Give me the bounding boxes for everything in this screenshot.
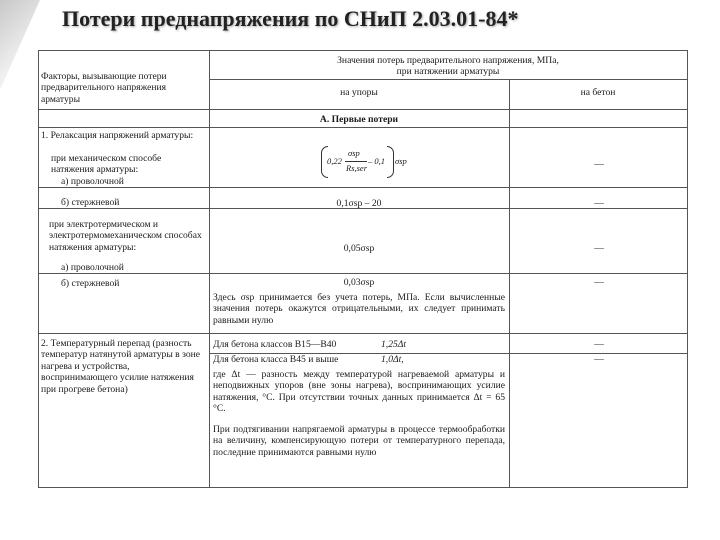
row1-a2-concrete-dash: — bbox=[594, 243, 604, 254]
slide-corner-decoration bbox=[0, 0, 40, 90]
row1-b2-concrete-dash: — bbox=[594, 277, 604, 288]
row1-b-concrete-dash: — bbox=[594, 198, 604, 209]
row1-a-wire2: а) проволочной bbox=[61, 262, 124, 273]
section-a-title: А. Первые потери bbox=[319, 114, 399, 125]
formula-minus: – 0,1 bbox=[368, 156, 385, 166]
row2-adjustment-note: При подтягивании напрягаемой арматуры в процессе термообработки на величину, компенсирующую потери от температурного перепада, последние принимаются равными нулю bbox=[213, 424, 505, 458]
row1-a-concrete-dash: — bbox=[594, 159, 604, 170]
header-on-stops: на упоры bbox=[340, 87, 378, 98]
row2-title: 2. Температурный перепад (разность температур натянутой арматуры в зоне нагрева и устройства, воспринимающего усилие натяжения при прогреве бетона) bbox=[41, 338, 201, 395]
header-on-concrete: на бетон bbox=[580, 87, 616, 98]
row2-description: где Δt — разность между температурой нагреваемой арматуры и неподвижных упоров (вне зоны нагрева), воспринимающих усилие натяжения, °С. При отсутствии точных данных принимается Δt = 65 °С. bbox=[213, 369, 505, 415]
fraction-bar bbox=[345, 161, 367, 162]
row-divider bbox=[39, 333, 687, 334]
header-factors: Факторы, вызывающие потери предварительного напряжения арматуры bbox=[41, 71, 167, 105]
row1-a-wire: а) проволочной bbox=[61, 176, 124, 187]
right-paren bbox=[387, 146, 394, 178]
row1-b-rod-value: 0,1σsp – 20 bbox=[336, 198, 382, 209]
slide-title: Потери преднапряжения по СНиП 2.03.01-84* bbox=[62, 6, 519, 31]
losses-table bbox=[38, 50, 688, 488]
row2-b15-value: 1,25Δt bbox=[381, 339, 407, 350]
formula-coef: 0,22 bbox=[327, 156, 342, 166]
row1-a-wire2-value: 0,05σsp bbox=[343, 243, 375, 254]
formula-numerator: σsp bbox=[348, 148, 360, 158]
row2-b15-label: Для бетона классов В15—В40 bbox=[213, 339, 337, 350]
row1-note: Здесь σsp принимается без учета потерь, МПа. Если вычисленные значения потерь окажутся отрицательными, их следует принимать равными нулю bbox=[213, 292, 505, 326]
header-divider bbox=[39, 109, 687, 110]
row1-b-rod2-value: 0,03σsp bbox=[343, 277, 375, 288]
section-divider bbox=[39, 127, 687, 128]
header-values-line2: при натяжении арматуры bbox=[396, 66, 500, 77]
row1-b-rod: б) стержневой bbox=[61, 197, 120, 208]
column-divider bbox=[509, 79, 510, 487]
row1-title: 1. Релаксация напряжений арматуры: bbox=[41, 130, 194, 141]
row2-b45-label: Для бетона класса В45 и выше bbox=[213, 354, 339, 365]
relaxation-formula bbox=[321, 146, 407, 176]
row2-b15-concrete-dash: — bbox=[594, 339, 604, 350]
row1-b-rod2: б) стержневой bbox=[61, 278, 120, 289]
row2-b45-value: 1,0Δt, bbox=[381, 354, 404, 365]
row1-mech: при механическом способе натяжения арматуры: bbox=[51, 153, 162, 176]
row1-electro: при электротермическом и электротермомеханическом способах натяжения арматуры: bbox=[49, 219, 202, 253]
formula-denominator: Rs,ser bbox=[346, 163, 368, 173]
header-values-line1: Значения потерь предварительного напряжения, МПа, bbox=[337, 55, 559, 66]
row2-b45-concrete-dash: — bbox=[594, 354, 604, 365]
header-subdivider bbox=[209, 79, 687, 80]
formula-tail: σsp bbox=[395, 156, 407, 166]
